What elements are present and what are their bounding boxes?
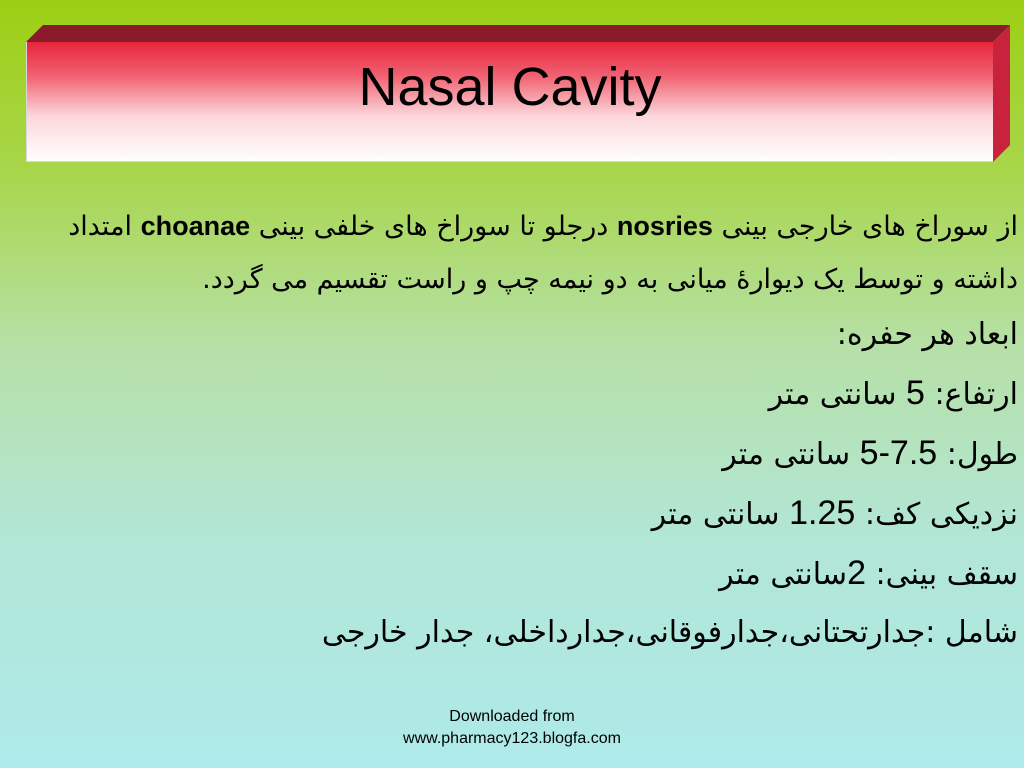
intro-text-1: از سوراخ های خارجی بینی — [712, 211, 1018, 242]
intro-text-3: امتداد داشته و توسط یک دیوارۀ میانی به دو نیمه چپ و راست تقسیم می گردد. — [68, 211, 1018, 295]
dimension-value: 2 — [847, 554, 866, 592]
title-banner-top-bevel — [26, 25, 1010, 42]
footer-line-2: www.pharmacy123.blogfa.com — [403, 730, 621, 747]
footer-source — [0, 706, 1024, 750]
dimension-height — [40, 364, 1018, 424]
intro-text-2: درجلو تا سوراخ های خلفی بینی — [250, 211, 617, 242]
title-banner-face — [26, 42, 993, 162]
term-nostrils: nosries — [616, 211, 713, 241]
dimension-length — [40, 424, 1018, 484]
term-choanae: choanae — [140, 211, 251, 241]
slide-body — [40, 200, 1018, 662]
dimension-label: طول: — [937, 437, 1018, 472]
footer-line-1: Downloaded from — [449, 708, 575, 725]
dimensions-heading: ابعاد هر حفره: — [836, 317, 1018, 352]
walls-line: شامل :جدارتحتانی،جدارفوقانی،جدارداخلی، جدار خارجی — [321, 615, 1018, 650]
dimension-label: نزدیکی کف: — [855, 497, 1018, 532]
intro-paragraph — [40, 200, 1018, 306]
dimension-roof — [40, 544, 1018, 604]
dimension-floor — [40, 484, 1018, 544]
dimension-label: سقف بینی: — [865, 557, 1018, 592]
dimension-value: 5-7.5 — [859, 434, 938, 472]
dimension-unit: سانتی متر — [651, 497, 790, 532]
dimension-value: 5 — [906, 374, 925, 412]
dimension-unit: سانتی متر — [719, 557, 848, 592]
dimension-label: ارتفاع: — [924, 377, 1018, 412]
title-banner — [26, 25, 1010, 162]
slide-title: Nasal Cavity — [358, 56, 662, 117]
dimension-unit: سانتی متر — [768, 377, 907, 412]
title-banner-side-bevel — [993, 25, 1010, 162]
dimension-unit: سانتی متر — [722, 437, 860, 472]
dimension-value: 1.25 — [789, 494, 856, 532]
